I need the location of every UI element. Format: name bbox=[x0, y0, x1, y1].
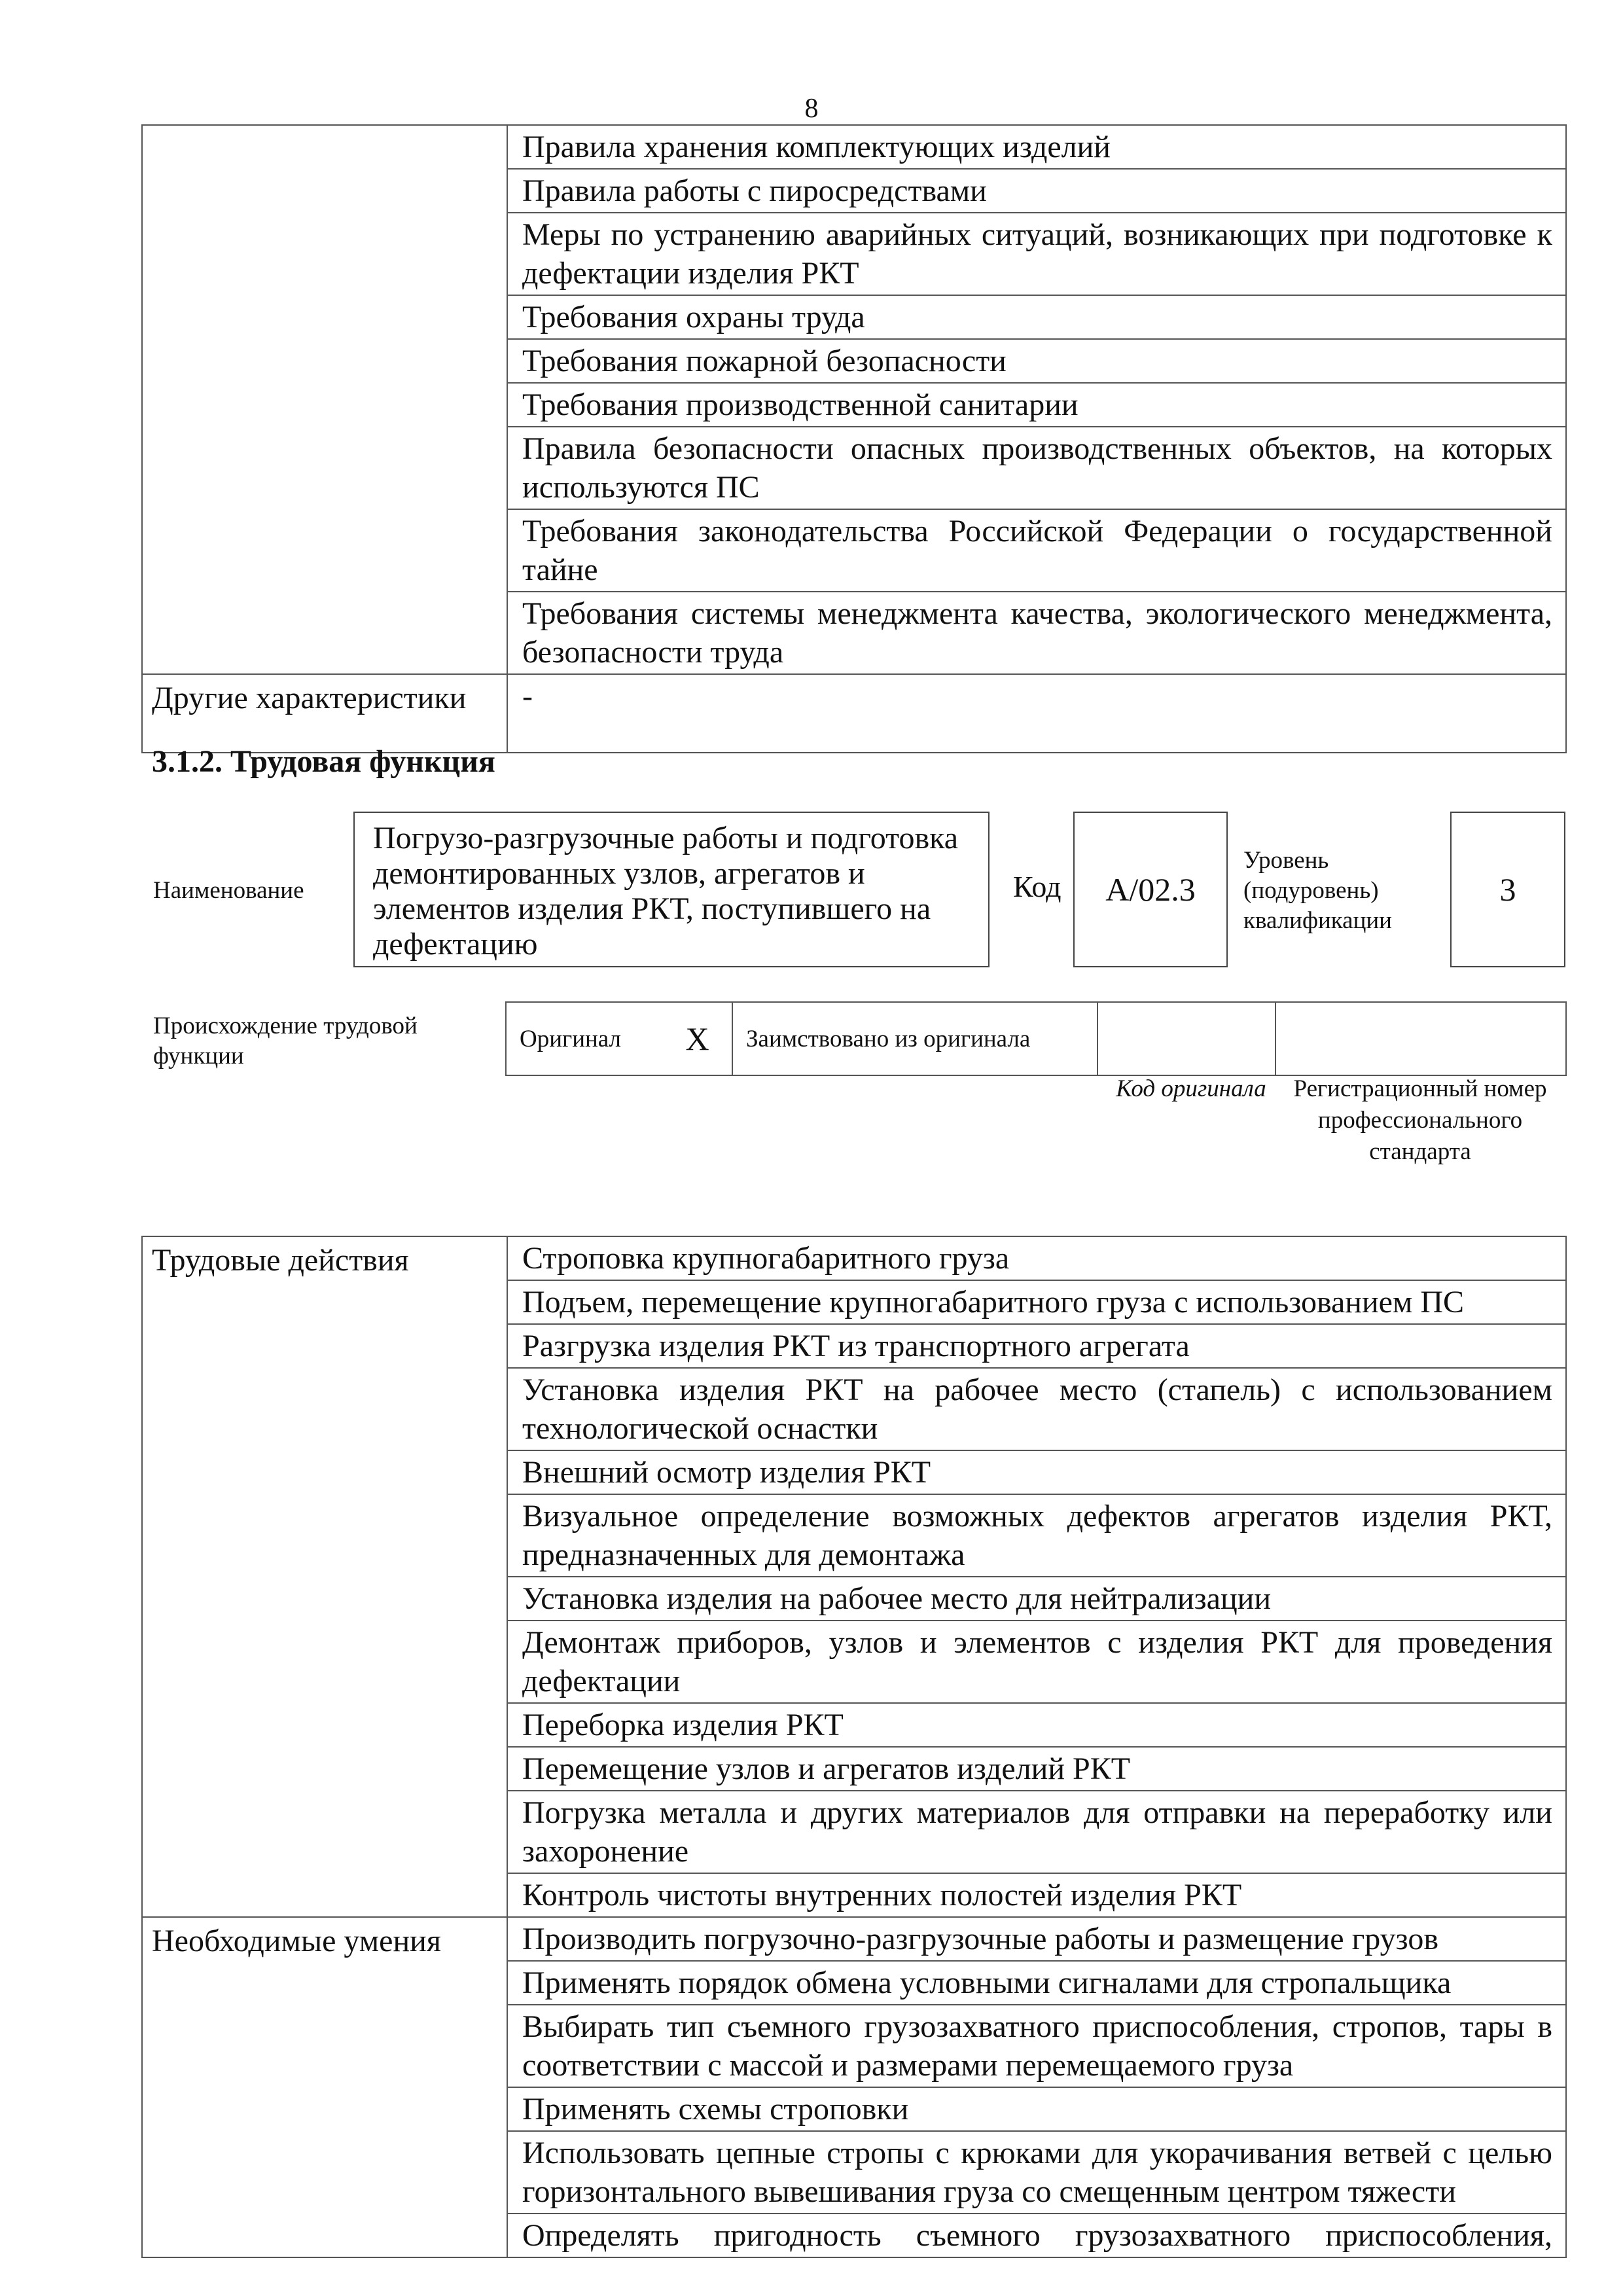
knowledge-table bbox=[141, 124, 1567, 753]
knowledge-item: Правила безопасности опасных производственных объектов, на которых используются ПС bbox=[507, 427, 1566, 509]
actions-table bbox=[141, 1236, 1567, 2258]
skill-item: Использовать цепные стропы с крюками для укорачивания ветвей с целью горизонтального вывешивания груза со смещенным центром тяжести bbox=[507, 2131, 1566, 2214]
level-label: Уровень (подуровень) квалификации bbox=[1243, 847, 1392, 934]
origin-reg-cell bbox=[1275, 1002, 1566, 1075]
action-item: Разгрузка изделия РКТ из транспортного агрегата bbox=[507, 1324, 1566, 1368]
action-item: Строповка крупногабаритного груза bbox=[507, 1236, 1566, 1280]
origin-borrowed-label: Заимствовано из оригинала bbox=[732, 1002, 1097, 1075]
actions-label: Трудовые действия bbox=[142, 1236, 507, 1917]
action-item: Визуальное определение возможных дефектов агрегатов изделия РКТ, предназначенных для демонтажа bbox=[507, 1494, 1566, 1577]
table-row bbox=[506, 1002, 1566, 1075]
knowledge-item: Требования производственной санитарии bbox=[507, 383, 1566, 427]
code-caption: Код оригинала bbox=[1116, 1075, 1266, 1102]
knowledge-item: Требования системы менеджмента качества, экологического менеджмента, безопасности труда bbox=[507, 592, 1566, 674]
code-label: Код bbox=[1013, 870, 1061, 903]
knowledge-item: Правила хранения комплектующих изделий bbox=[507, 125, 1566, 169]
skill-item: Применять схемы строповки bbox=[507, 2087, 1566, 2131]
table-row bbox=[142, 1917, 1566, 1961]
action-item: Установка изделия РКТ на рабочее место (стапель) с использованием технологической оснастки bbox=[507, 1368, 1566, 1450]
skill-item: Производить погрузочно-разгрузочные работы и размещение грузов bbox=[507, 1917, 1566, 1961]
origin-mark: X bbox=[663, 1002, 732, 1075]
action-item: Демонтаж приборов, узлов и элементов с изделия РКТ для проведения дефектации bbox=[507, 1621, 1566, 1703]
knowledge-item: Правила работы с пиросредствами bbox=[507, 169, 1566, 213]
other-characteristics-label: Другие характеристики bbox=[142, 674, 507, 753]
action-item: Перемещение узлов и агрегатов изделий РКТ bbox=[507, 1747, 1566, 1791]
action-item: Установка изделия на рабочее место для нейтрализации bbox=[507, 1577, 1566, 1621]
empty-label-cell bbox=[142, 125, 507, 674]
action-item: Контроль чистоты внутренних полостей изделия РКТ bbox=[507, 1873, 1566, 1917]
function-name-box: Погрузо-разгрузочные работы и подготовка демонтированных узлов, агрегатов и элементов изделия РКТ, поступившего на дефектацию bbox=[353, 812, 990, 967]
skill-item: Применять порядок обмена условными сигналами для стропальщика bbox=[507, 1961, 1566, 2005]
table-row bbox=[142, 125, 1566, 169]
reg-caption: Регистрационный номер профессионального стандарта bbox=[1293, 1075, 1547, 1165]
knowledge-item: Требования законодательства Российской Федерации о государственной тайне bbox=[507, 509, 1566, 592]
action-item: Внешний осмотр изделия РКТ bbox=[507, 1450, 1566, 1494]
section-heading: 3.1.2. Трудовая функция bbox=[152, 744, 495, 779]
name-label: Наименование bbox=[153, 877, 304, 904]
skills-label: Необходимые умения bbox=[142, 1917, 507, 2257]
table-row bbox=[142, 674, 1566, 753]
origin-code-cell bbox=[1097, 1002, 1275, 1075]
knowledge-item: Требования пожарной безопасности bbox=[507, 339, 1566, 383]
origin-original-label: Оригинал bbox=[506, 1002, 663, 1075]
origin-label: Происхождение трудовой функции bbox=[153, 1013, 418, 1069]
table-row bbox=[142, 1236, 1566, 1280]
skill-item: Определять пригодность съемного грузозахватного приспособления, bbox=[507, 2214, 1566, 2257]
action-item: Погрузка металла и других материалов для отправки на переработку или захоронение bbox=[507, 1791, 1566, 1873]
other-characteristics-value: - bbox=[507, 674, 1566, 753]
knowledge-item: Меры по устранению аварийных ситуаций, возникающих при подготовке к дефектации изделия РКТ bbox=[507, 213, 1566, 295]
action-item: Переборка изделия РКТ bbox=[507, 1703, 1566, 1747]
knowledge-item: Требования охраны труда bbox=[507, 295, 1566, 339]
page-number: 8 bbox=[804, 94, 819, 124]
level-box: 3 bbox=[1450, 812, 1565, 967]
code-box: А/02.3 bbox=[1073, 812, 1228, 967]
skill-item: Выбирать тип съемного грузозахватного приспособления, стропов, тары в соответствии с массой и размерами перемещаемого груза bbox=[507, 2005, 1566, 2087]
action-item: Подъем, перемещение крупногабаритного груза с использованием ПС bbox=[507, 1280, 1566, 1324]
origin-table bbox=[505, 1001, 1567, 1076]
